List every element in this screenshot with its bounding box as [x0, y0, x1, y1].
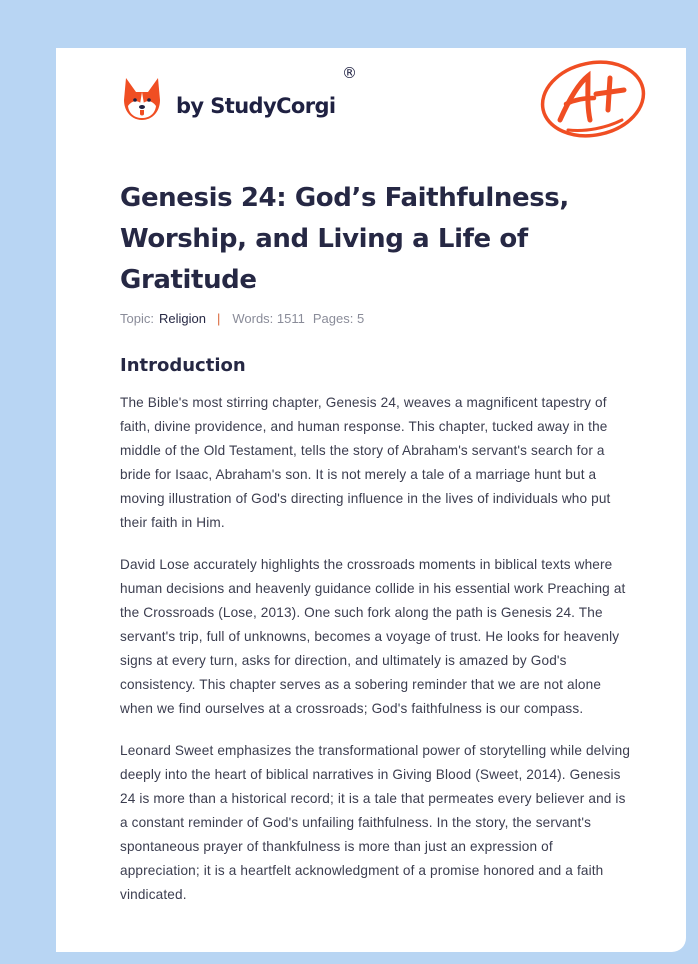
- brand-name: by StudyCorgi: [176, 94, 336, 118]
- corgi-logo-icon: [122, 76, 162, 122]
- studycorgi-logo[interactable]: [122, 76, 336, 122]
- section-heading: Introduction: [120, 355, 246, 376]
- page-count: Pages: 5: [312, 311, 365, 326]
- a-plus-badge-icon: [538, 58, 648, 140]
- document-card: [56, 48, 686, 952]
- word-count: Words: 1511: [232, 311, 305, 326]
- meta-separator: |: [216, 311, 221, 326]
- section-body: [120, 391, 634, 925]
- topic-link[interactable]: Religion: [158, 311, 206, 326]
- registered-mark: ®: [342, 64, 357, 82]
- paragraph: David Lose accurately highlights the crossroads moments in biblical texts where human decisions and heavenly guidance collide in his essential work Preaching at the Crossroads (Lose, 2013). One such fork along the path is Genesis 24. The servant's trip, full of unknowns, becomes a voyage of trust. He looks for heavenly signs at every turn, asks for direction, and ultimately is amazed by God's consistency. This chapter serves as a sobering reminder that we are not alone when we find ourselves at a crossroads; God's faithfulness is our compass.: [120, 557, 626, 716]
- document-title: Genesis 24: God’s Faithfulness, Worship, and Living a Life of Gratitude: [120, 183, 569, 295]
- topic-label: Topic:: [120, 311, 154, 326]
- document-meta: [120, 311, 364, 326]
- paragraph: The Bible's most stirring chapter, Genesis 24, weaves a magnificent tapestry of faith, divine providence, and human response. This chapter, tucked away in the middle of the Old Testament, tells the story of Abraham's servant's search for a bride for Isaac, Abraham's son. It is not merely a tale of a marriage hunt but a moving illustration of God's directing influence in the lives of individuals who put their faith in Him.: [120, 395, 611, 530]
- paragraph: Leonard Sweet emphasizes the transformational power of storytelling while delving deeply into the heart of biblical narratives in Giving Blood (Sweet, 2014). Genesis 24 is more than a historical record; it is a tale that permeates every believer and is a constant reminder of God's unfailing faithfulness. In the story, the servant's spontaneous prayer of thankfulness is more than just an expression of appreciation; it is a heartfelt acknowledgment of a promise honored and a faith vindicated.: [120, 743, 631, 902]
